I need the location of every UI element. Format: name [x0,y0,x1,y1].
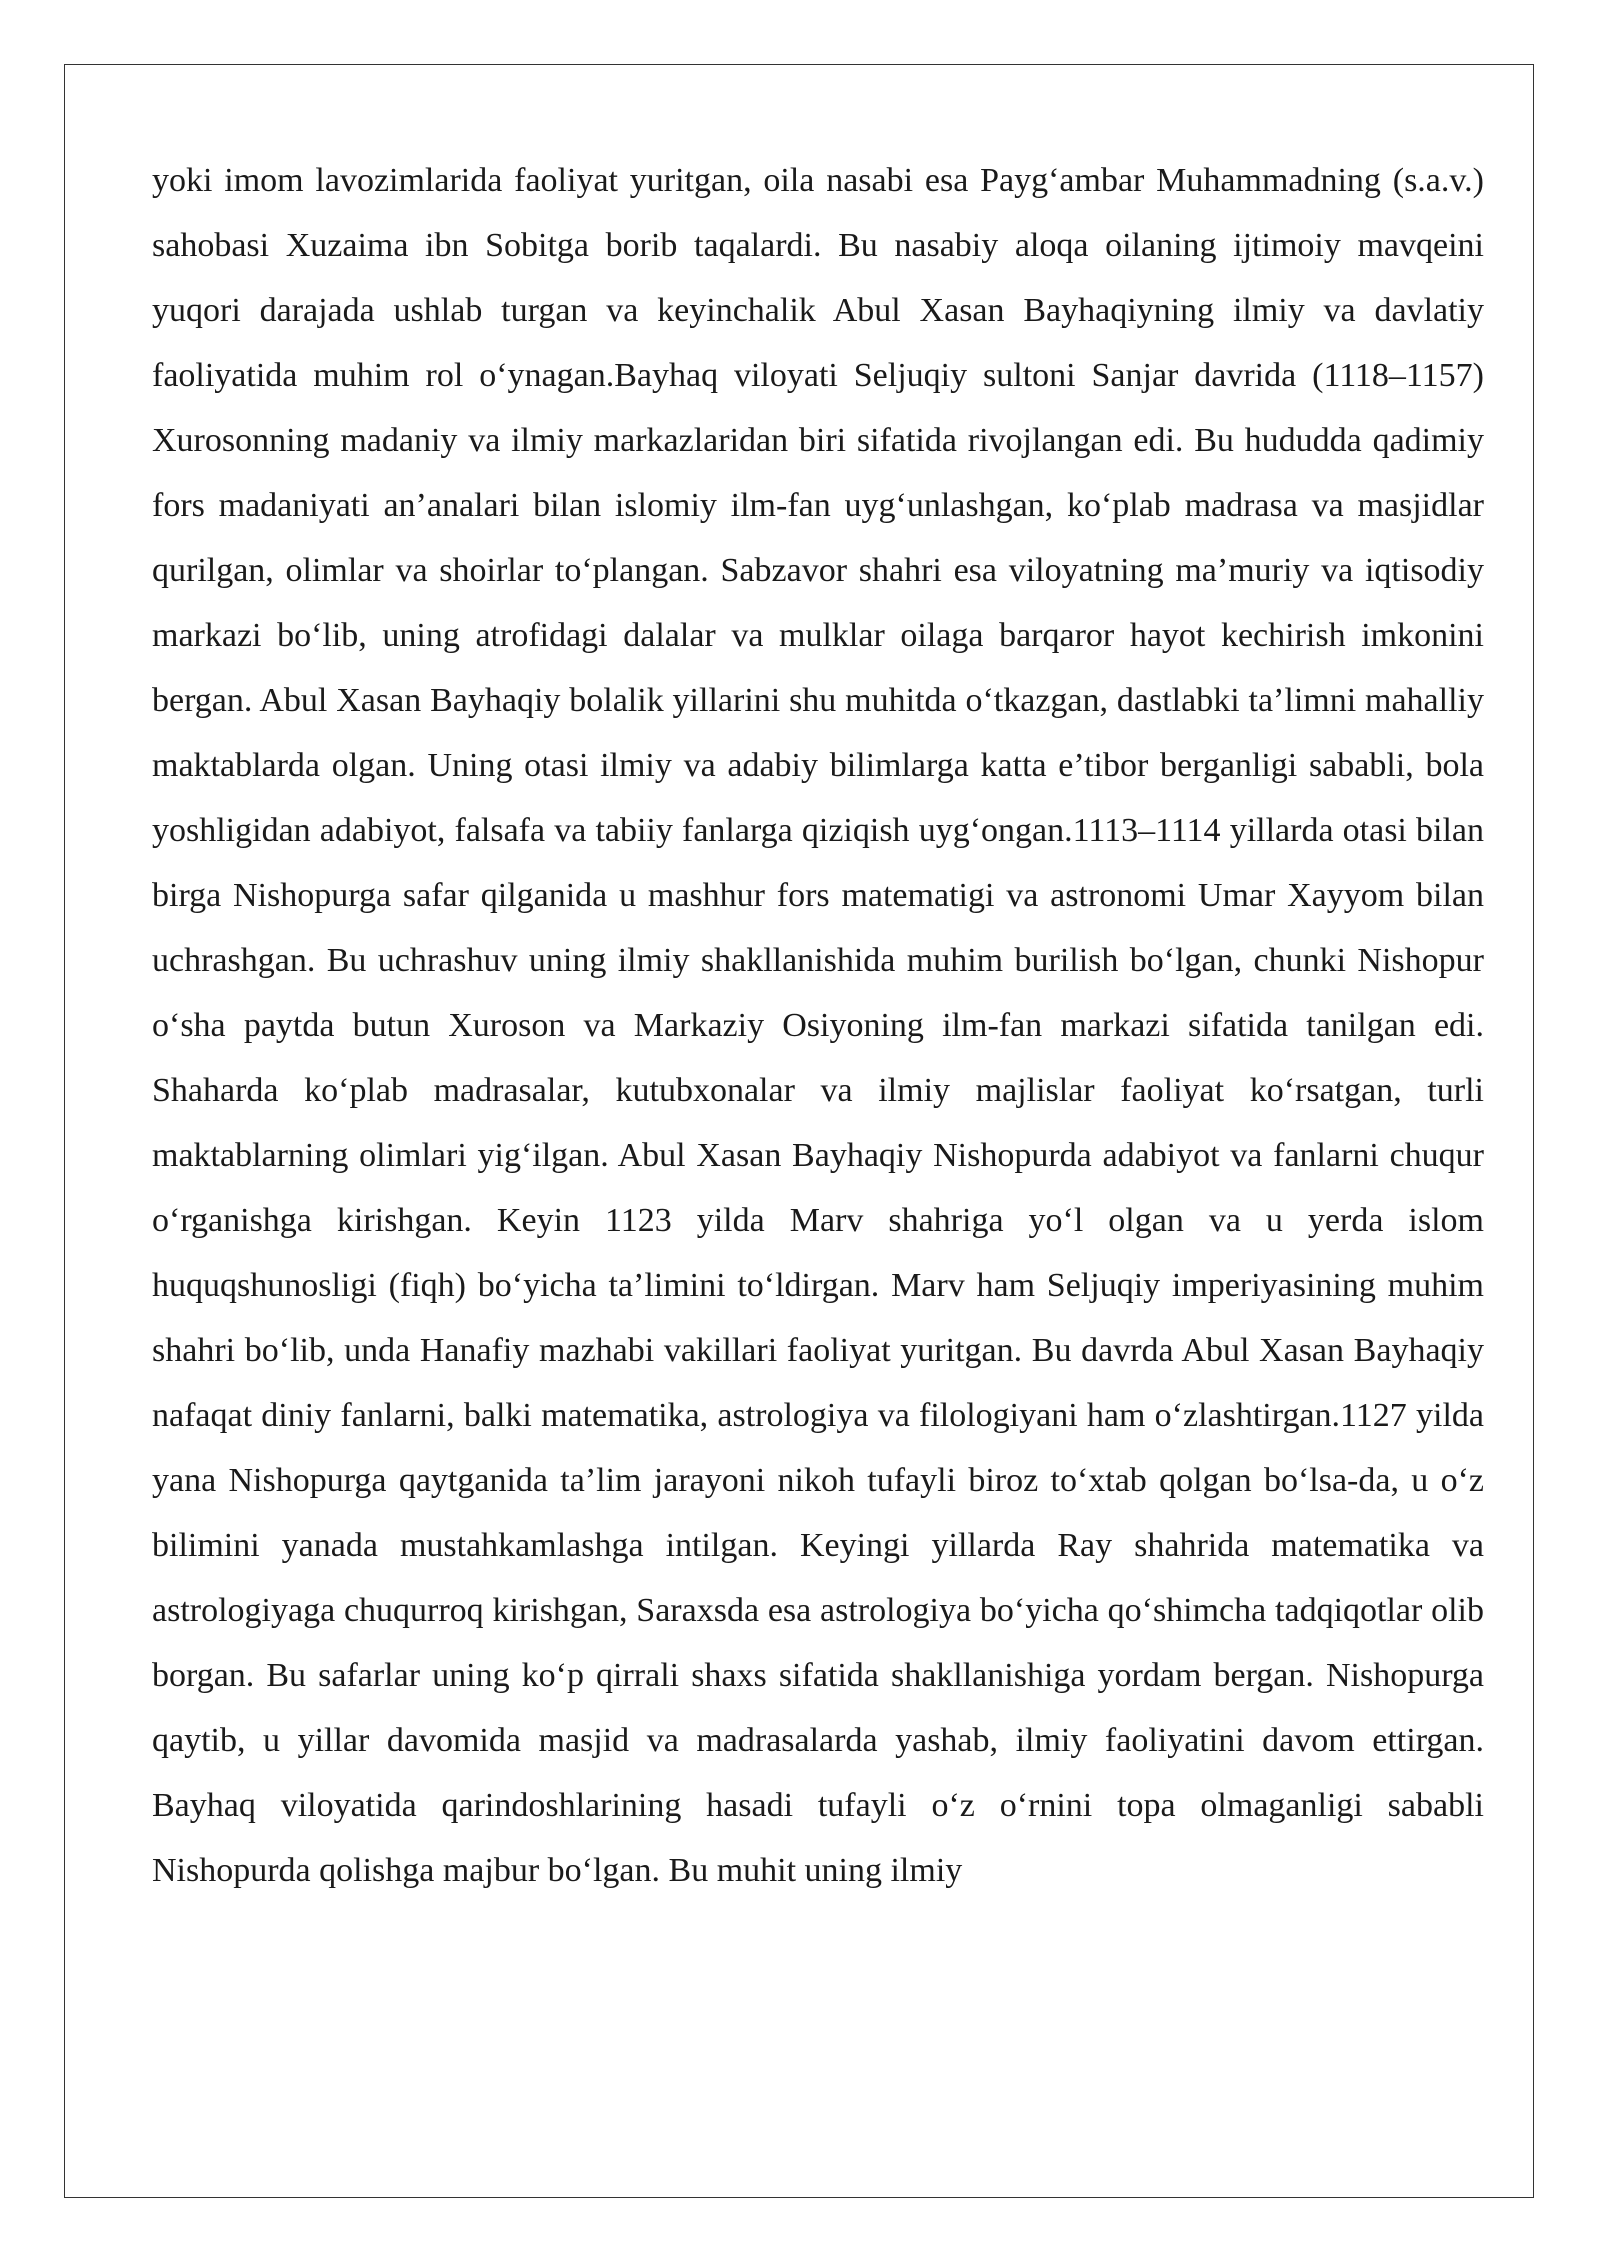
body-paragraph: yoki imom lavozimlarida faoliyat yuritgan, oila nasabi esa Payg‘ambar Muhammadning (s.a.v.) sahobasi Xuzaima ibn Sobitga borib taqalardi. Bu nasabiy aloqa oilaning ijtimoiy mavqeini yuqori darajada ushlab turgan va keyinchalik Abul Xasan Bayhaqiyning ilmiy va davlatiy faoliyatida muhim rol o‘ynagan.Bayhaq viloyati Seljuqiy sultoni Sanjar davrida (1118–1157) Xurosonning madaniy va ilmiy markazlaridan biri sifatida rivojlangan edi. Bu hududda qadimiy fors madaniyati an’analari bilan islomiy ilm-fan uyg‘unlashgan, ko‘plab madrasa va masjidlar qurilgan, olimlar va shoirlar to‘plangan. Sabzavor shahri esa viloyatning ma’muriy va iqtisodiy markazi bo‘lib, uning atrofidagi dalalar va mulklar oilaga barqaror hayot kechirish imkonini bergan. Abul Xasan Bayhaqiy bolalik yillarini shu muhitda o‘tkazgan, dastlabki ta’limni mahalliy maktablarda olgan. Uning otasi ilmiy va adabiy bilimlarga katta e’tibor berganligi sababli, bola yoshligidan adabiyot, falsafa va tabiiy fanlarga qiziqish uyg‘ongan.1113–1114 yillarda otasi bilan birga Nishopurga safar qilganida u mashhur fors matematigi va astronomi Umar Xayyom bilan uchrashgan. Bu uchrashuv uning ilmiy shakllanishida muhim burilish bo‘lgan, chunki Nishopur o‘sha paytda butun Xuroson va Markaziy Osiyoning ilm-fan markazi sifatida tanilgan edi. Shaharda ko‘plab madrasalar, kutubxonalar va ilmiy majlislar faoliyat ko‘rsatgan, turli maktablarning olimlari yig‘ilgan. Abul Xasan Bayhaqiy Nishopurda adabiyot va fanlarni chuqur o‘rganishga kirishgan. Keyin 1123 yilda Marv shahriga yo‘l olgan va u yerda islom huquqshunosligi (fiqh) bo‘yicha ta’limini to‘ldirgan. Marv ham Seljuqiy imperiyasining muhim shahri bo‘lib, unda Hanafiy mazhabi vakillari faoliyat yuritgan. Bu davrda Abul Xasan Bayhaqiy nafaqat diniy fanlarni, balki matematika, astrologiya va filologiyani ham o‘zlashtirgan.1127 yilda yana Nishopurga qaytganida ta’lim jarayoni nikoh tufayli biroz to‘xtab qolgan bo‘lsa-da, u o‘z bilimini yanada mustahkamlashga intilgan. Keyingi yillarda Ray shahrida matematika va astrologiyaga chuqurroq kirishgan, Saraxsda esa astrologiya bo‘yicha qo‘shimcha tadqiqotlar olib borgan. Bu safarlar uning ko‘p qirrali shaxs sifatida shakllanishiga yordam bergan. Nishopurga qaytib, u yillar davomida masjid va madrasalarda yashab, ilmiy faoliyatini davom ettirgan. Bayhaq viloyatida qarindoshlarining hasadi tufayli o‘z o‘rnini topa olmaganligi sababli Nishopurda qolishga majbur bo‘lgan. Bu muhit uning ilmiy [152,162,1484,1889]
